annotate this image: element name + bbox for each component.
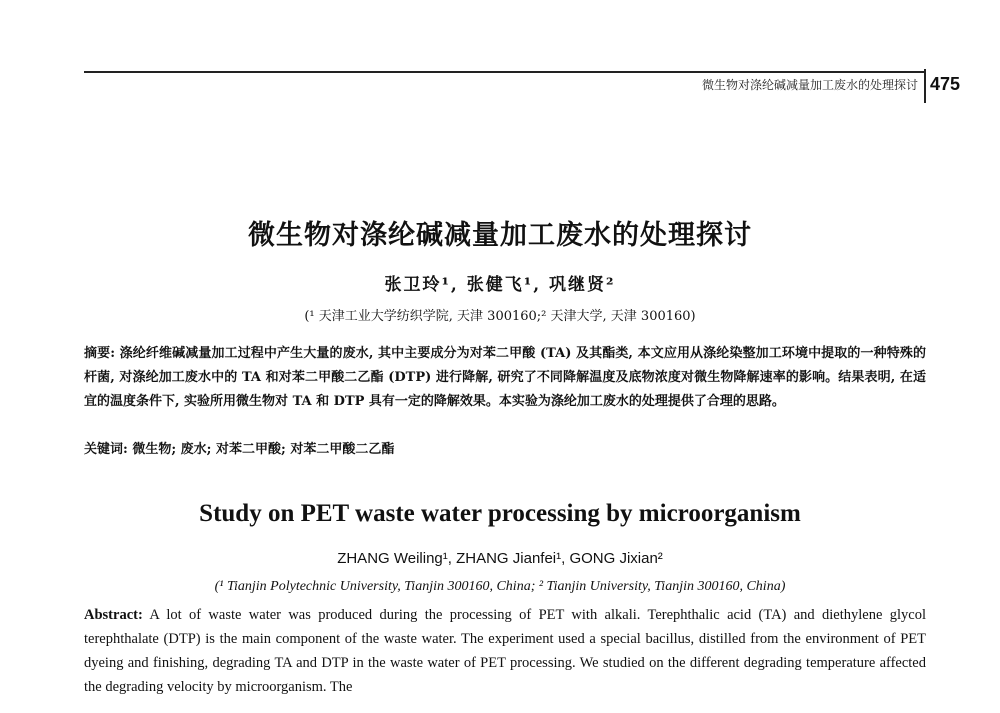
chinese-authors: 张卫玲¹, 张健飞¹, 巩继贤² [384,275,616,295]
page-number: 475 [930,74,961,94]
chinese-keywords-text: 微生物; 废水; 对苯二甲酸; 对苯二甲酸二乙酯 [132,442,395,457]
english-authors: ZHANG Weiling¹, ZHANG Jianfei¹, GONG Jixian² [337,550,663,567]
english-abstract [84,603,926,699]
chinese-abstract [84,342,926,414]
english-title: Study on PET waste water processing by microorganism [199,500,801,527]
english-abstract-text: A lot of waste water was produced during the processing of PET with alkali. Terephthalic acid (TA) and diethylene glycol terephthalate (DTP) is the main component of the waste water. The experiment used a special bacillus, distilled from the environment of PET dyeing and finishing, degrading TA and DTP in the waste water of PET processing. We studied on the different degrading temperature affected the degrading velocity by microorganism. The [84,607,926,695]
page-number-separator [924,69,926,103]
chinese-title: 微生物对涤纶碱减量加工废水的处理探讨 [248,220,752,251]
running-title: 微生物对涤纶碱减量加工废水的处理探讨 [701,78,918,92]
chinese-keywords-label: 关键词: [84,442,128,457]
chinese-keywords [84,438,926,457]
chinese-abstract-text: 涤纶纤维碱减量加工过程中产生大量的废水, 其中主要成分为对苯二甲酸 (TA) 及其酯类, 本文应用从涤纶染整加工环境中提取的一种特殊的杆菌, 对涤纶加工废水中的 TA 和对苯二甲酸二乙酯 (DTP) 进行降解, 研究了不同降解温度及底物浓度对微生物降解速率的影响。结果表明, 在适宜的温度条件下, 实验所用微生物对 TA 和 DTP 具有一定的降解效果。本实验为涤纶加工废水的处理提供了合理的思路。 [84,346,926,409]
chinese-abstract-label: 摘要: [84,346,116,361]
english-abstract-label: Abstract: [84,607,143,623]
chinese-affiliation: (¹ 天津工业大学纺织学院, 天津 300160;² 天津大学, 天津 300160) [304,309,696,324]
english-affiliation: (¹ Tianjin Polytechnic University, Tianjin 300160, China; ² Tianjin University, Tianjin 300160, China) [214,579,786,594]
header-rule [84,71,926,73]
